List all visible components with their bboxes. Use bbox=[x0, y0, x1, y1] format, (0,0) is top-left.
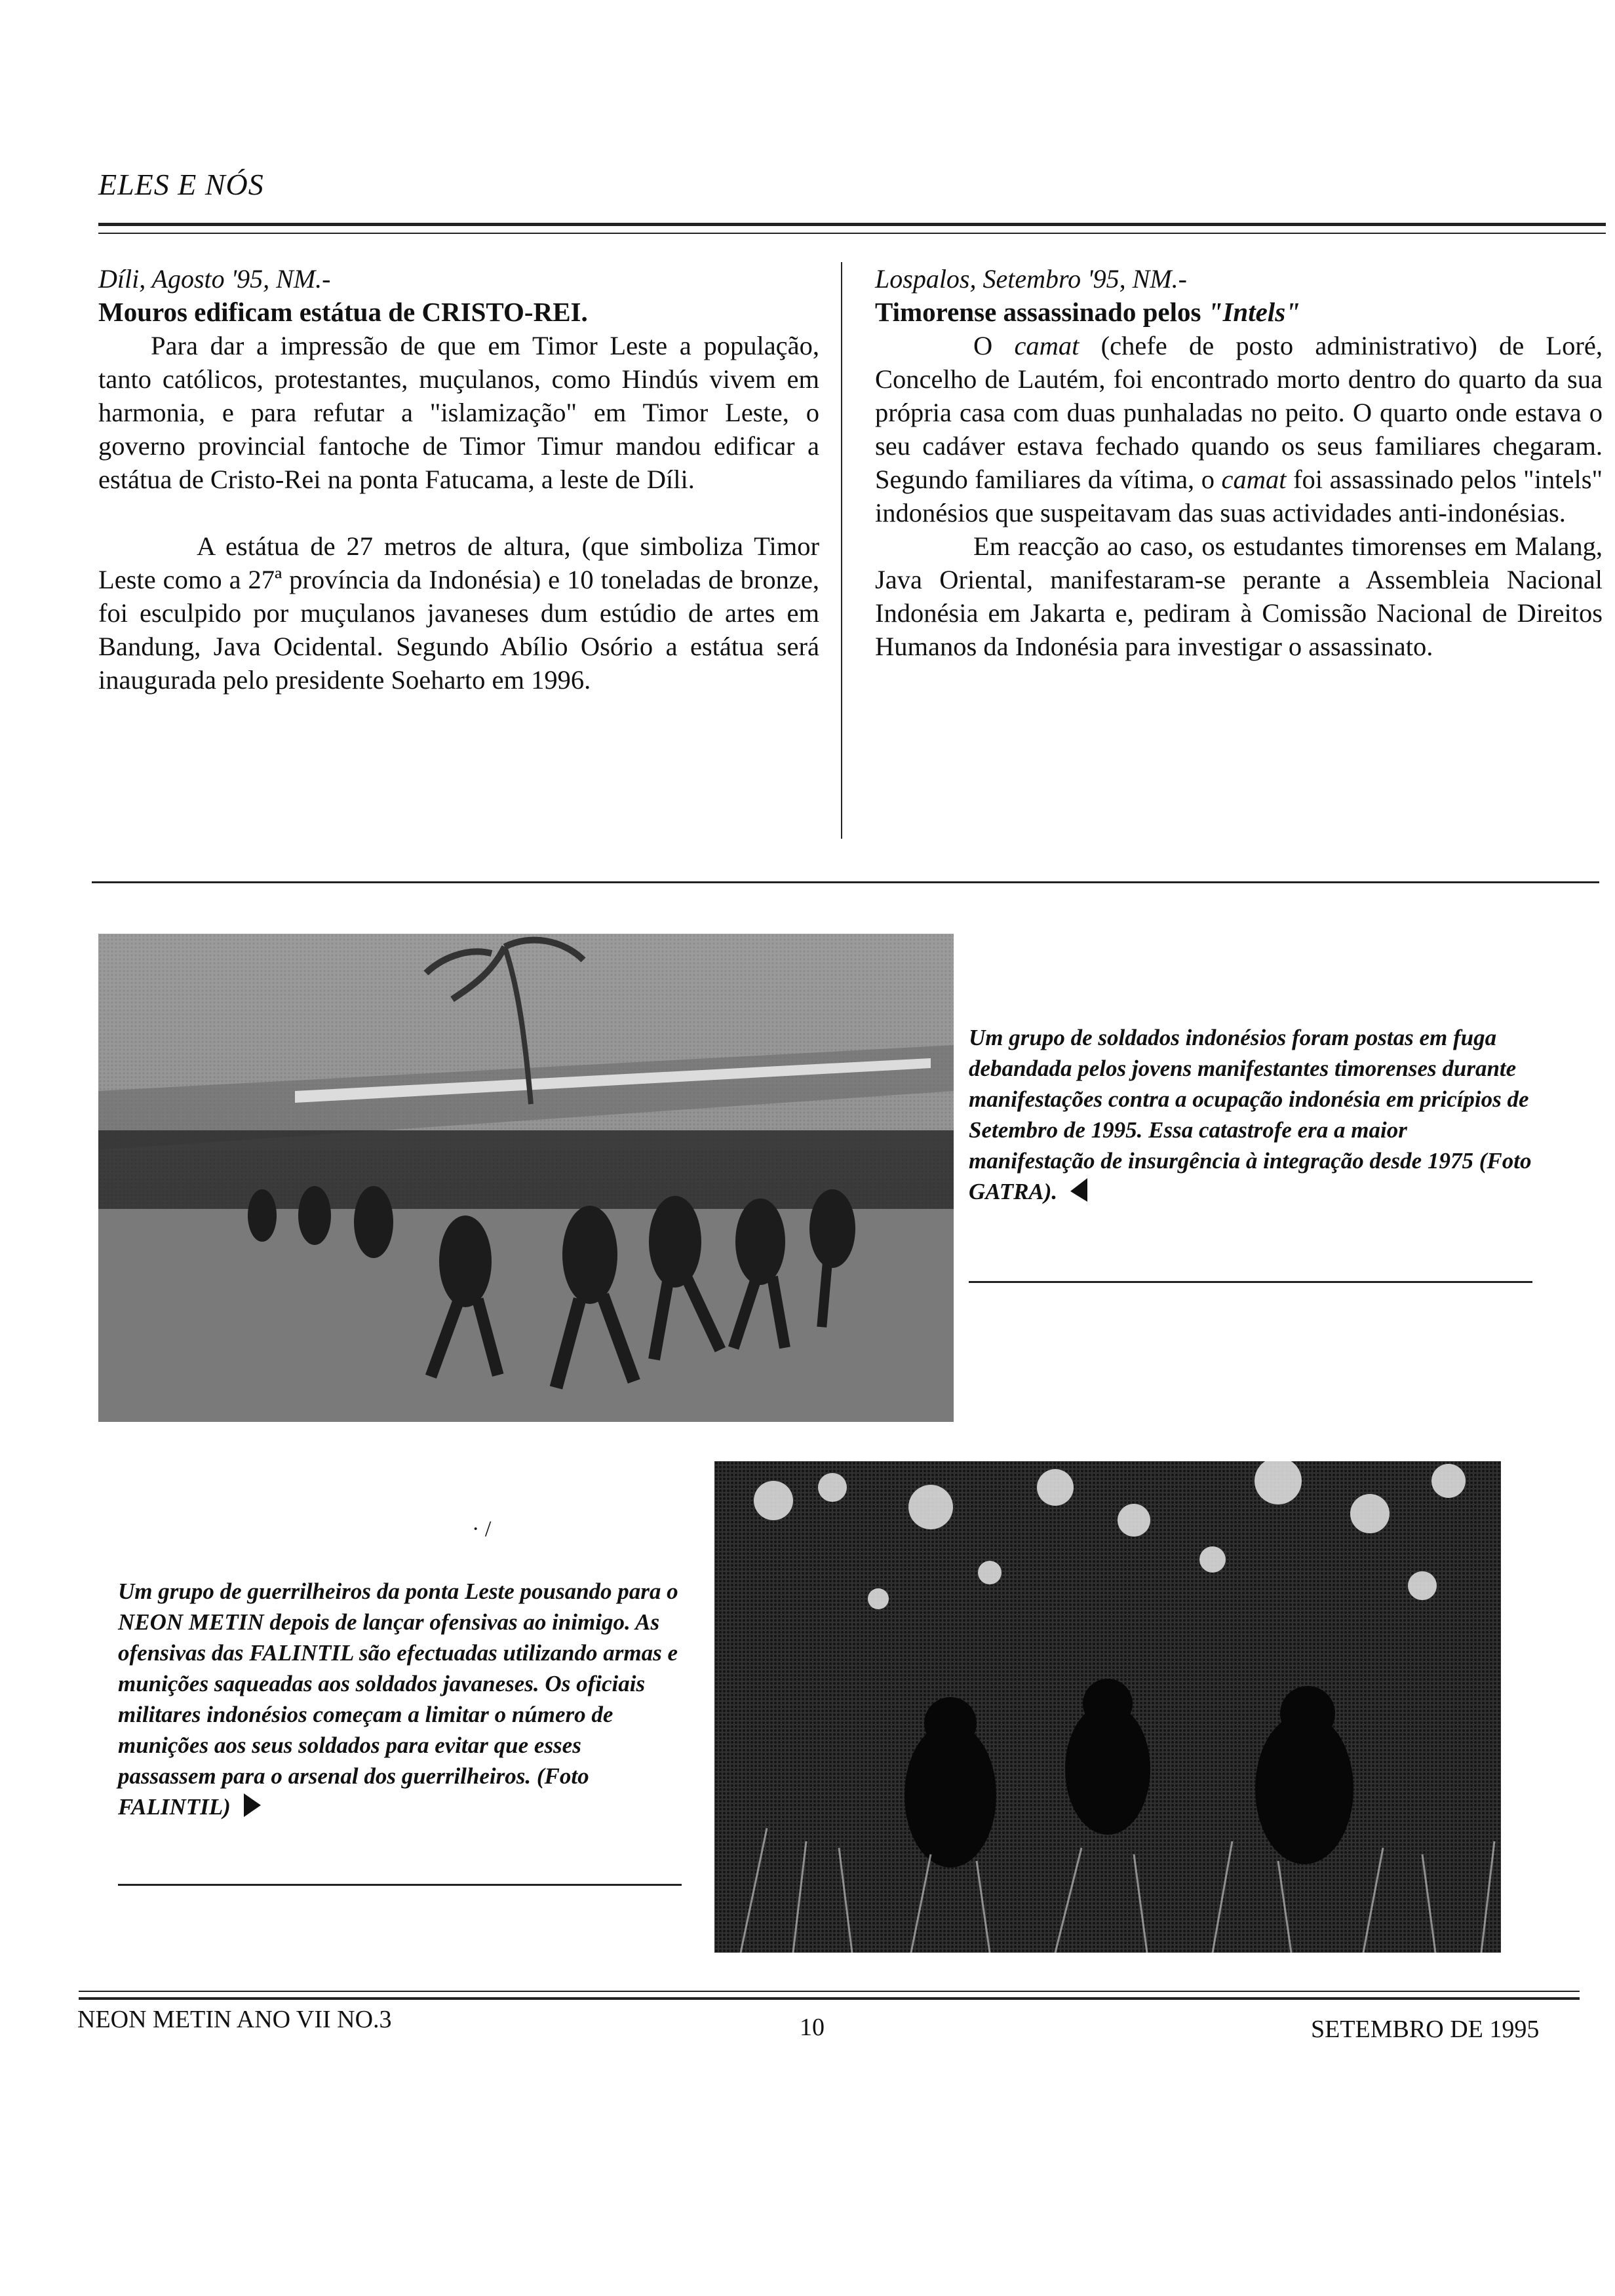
photo-2-caption bbox=[118, 1576, 682, 1826]
photo-guerrillas-image bbox=[714, 1461, 1501, 1953]
article-right-paragraph: Em reacção ao caso, os estudantes timorenses em Malang, Java Oriental, manifestaram-se perante a Assembleia Nacional Indonésia em Jakarta e, pediram à Comissão Nacional de Direitos Humanos da Indonésia para investigar o assassinato. bbox=[875, 531, 1603, 661]
photo-1-caption bbox=[969, 1022, 1539, 1211]
paragraph-text: (chefe de posto administrativo) de Loré, Concelho de Lautém, foi encontrado morto dentro do quarto da sua própria casa com duas punhaladas no peito. O quarto onde estava o seu cadáver estava fechado quando os seus familiares chegaram. Segundo familiares da vítima, o bbox=[875, 331, 1603, 494]
article-left-headline: Mouros edificam estátua de CRISTO-REI. bbox=[98, 297, 588, 327]
header-rule-bottom bbox=[98, 233, 1606, 234]
article-right-dateline: Lospalos, Setembro '95, NM.- bbox=[875, 264, 1187, 294]
headline-text: Timorense assassinado pelos bbox=[875, 297, 1208, 327]
photo-guerrillas bbox=[714, 1461, 1501, 1953]
article-right bbox=[875, 262, 1603, 663]
article-left-paragraph: Para dar a impressão de que em Timor Leste a população, tanto católicos, protestantes, muçulanos, como Hindús vivem em harmonia, e para refutar a "islamização" em Timor Leste, o governo provincial fantoche de Timor Timur mandou edificar a estátua de Cristo-Rei na ponta Fatucama, a leste de Díli. bbox=[98, 331, 819, 494]
photo-2-caption-rule bbox=[118, 1884, 682, 1886]
article-right-paragraph bbox=[875, 329, 1603, 529]
article-left bbox=[98, 262, 819, 697]
article-right-headline bbox=[875, 296, 1603, 329]
paragraph-text: foi assassinado pelos "intels" indonésios que suspeitavam das suas actividades anti-indonésias. bbox=[875, 465, 1603, 527]
section-rule bbox=[92, 881, 1599, 883]
photo-2-caption-text: Um grupo de guerrilheiros da ponta Leste pousando para o NEON METIN depois de lançar ofensivas ao inimigo. As ofensivas das FALINTIL são efectuadas utilizando armas e munições saqueadas aos soldados javaneses. Os oficiais militares indonésios começam a limitar o número de munições aos seus soldados para evitar que esses passassem para o arsenal dos guerrilheiros. (Foto FALINTIL) bbox=[118, 1578, 678, 1820]
term-camat: camat bbox=[1014, 331, 1080, 360]
arrow-right-icon bbox=[243, 1792, 262, 1826]
footer-date: SETEMBRO DE 1995 bbox=[1311, 2016, 1540, 2043]
arrow-left-icon bbox=[1069, 1177, 1089, 1211]
article-left-paragraph: A estátua de 27 metros de altura, (que simboliza Timor Leste como a 27ª província da Indonésia) e 10 toneladas de bronze, foi esculpido por muçulanos javaneses dum estúdio de artes em Bandung, Java Ocidental. Segundo Abílio Osório a estátua será inaugurada pelo presidente Soeharto em 1996. bbox=[98, 531, 819, 695]
photo-soldiers-fleeing-image bbox=[98, 934, 954, 1422]
headline-term: "Intels" bbox=[1207, 297, 1300, 327]
header-rule-top bbox=[98, 223, 1606, 226]
photo-soldiers-fleeing bbox=[98, 934, 954, 1422]
photo-1-caption-text: Um grupo de soldados indonésios foram postas em fuga debandada pelos jovens manifestantes timorenses durante manifestações contra a ocupação indonésia em pricípios de Setembro de 1995. Essa catastrofe era a maior manifestação de insurgência à integração desde 1975 (Foto GATRA). bbox=[969, 1025, 1532, 1204]
footer-rule-top bbox=[79, 1991, 1580, 1992]
footer-page-number: 10 bbox=[800, 2014, 825, 2041]
running-head: ELES E NÓS bbox=[98, 168, 264, 201]
footer-rule-bottom bbox=[79, 1997, 1580, 2000]
photo-1-caption-rule bbox=[969, 1281, 1532, 1283]
paragraph-text: O bbox=[973, 331, 1015, 360]
term-camat: camat bbox=[1221, 465, 1287, 494]
stray-mark: · / bbox=[472, 1517, 492, 1541]
article-left-dateline: Díli, Agosto '95, NM.- bbox=[98, 264, 331, 294]
column-divider bbox=[841, 262, 842, 839]
footer-publication: NEON METIN ANO VII NO.3 bbox=[77, 2006, 392, 2033]
